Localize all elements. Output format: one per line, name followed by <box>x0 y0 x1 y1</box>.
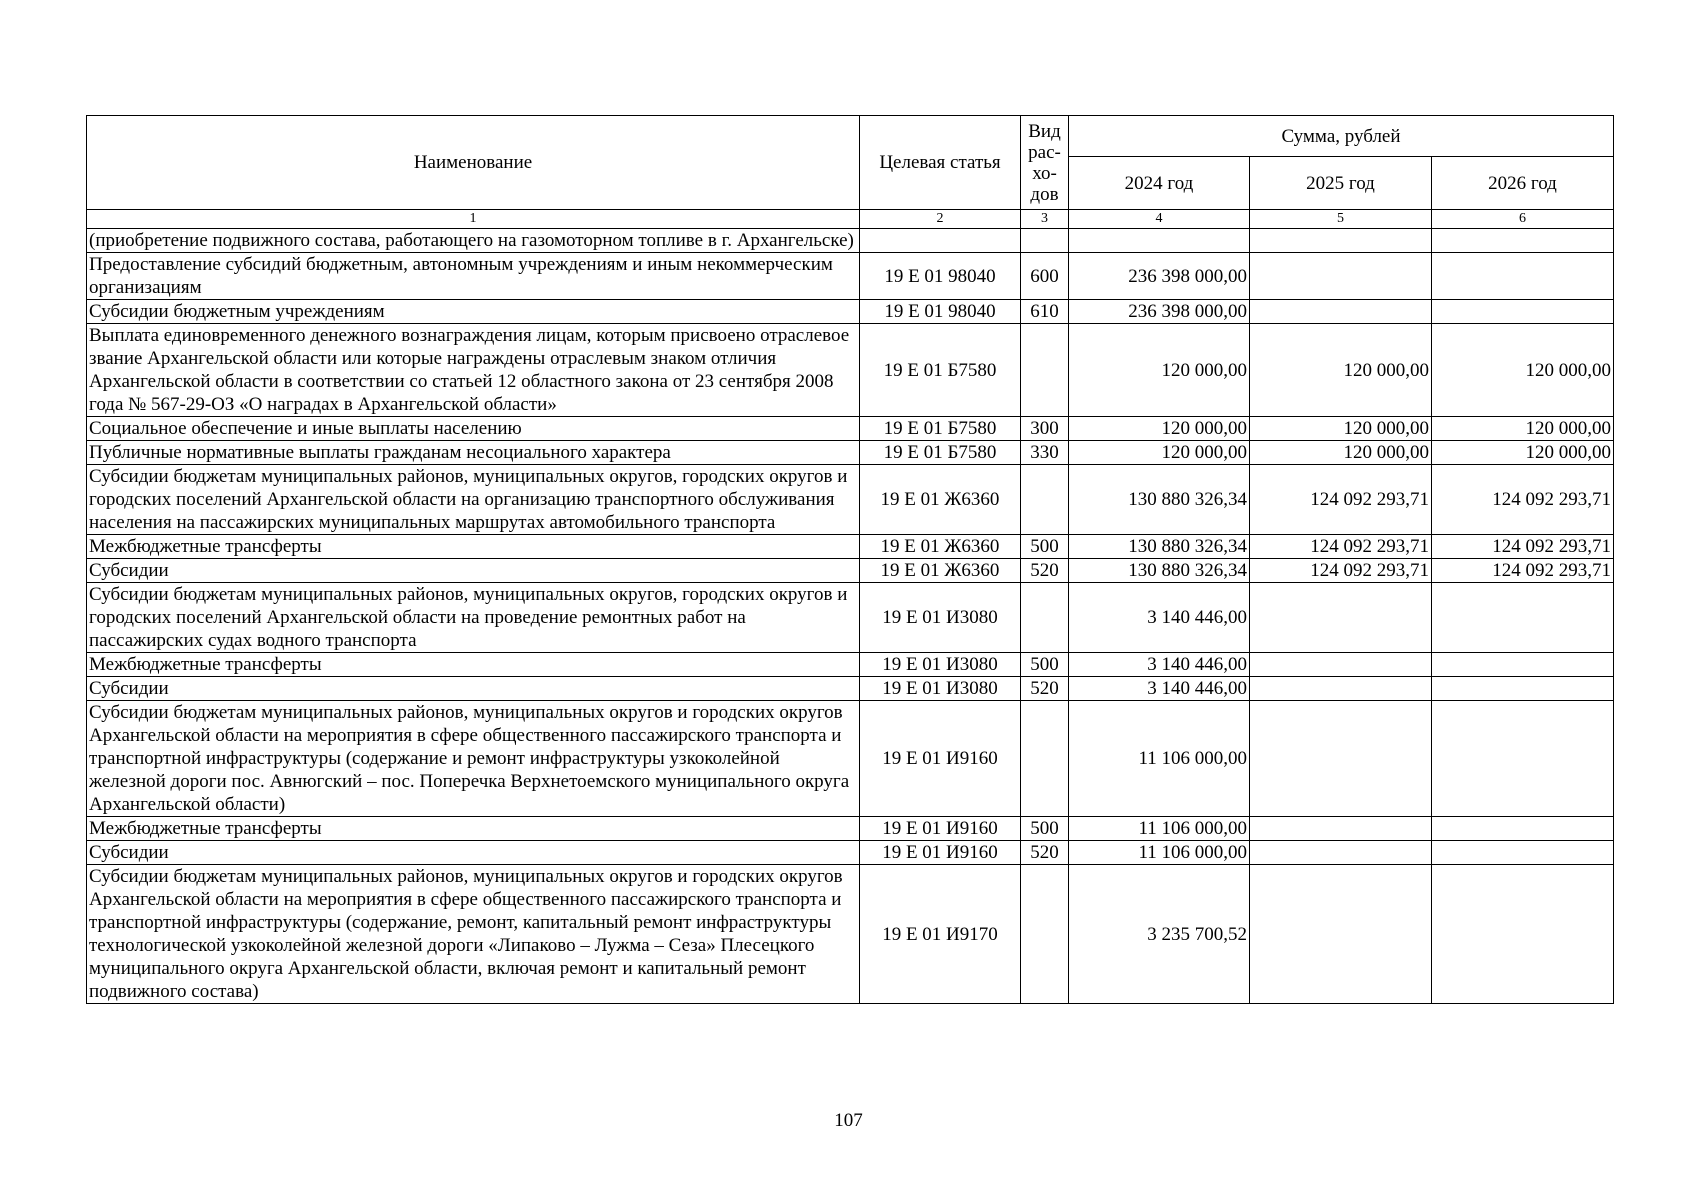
row-amount-2024: 236 398 000,00 <box>1069 300 1250 324</box>
row-amount-2024: 3 140 446,00 <box>1069 677 1250 701</box>
row-expense-kind: 500 <box>1021 535 1069 559</box>
header-target-article: Целевая статья <box>860 116 1021 210</box>
row-name: Субсидии бюджетам муниципальных районов, муниципальных округов, городских округов и городских поселений Архангельской области на проведение ремонтных работ на пассажирских судах водного транспорта <box>87 583 860 653</box>
header-year-2025: 2025 год <box>1250 157 1432 210</box>
column-number: 5 <box>1250 210 1432 229</box>
row-expense-kind: 520 <box>1021 559 1069 583</box>
budget-table <box>86 115 1614 1004</box>
table-row <box>87 441 1614 465</box>
row-amount-2024: 3 140 446,00 <box>1069 583 1250 653</box>
row-name: Субсидии <box>87 559 860 583</box>
header-name: Наименование <box>87 116 860 210</box>
header-year-2026: 2026 год <box>1432 157 1614 210</box>
row-amount-2025: 124 092 293,71 <box>1250 535 1432 559</box>
row-amount-2025 <box>1250 701 1432 817</box>
row-name: Субсидии <box>87 677 860 701</box>
table-row <box>87 841 1614 865</box>
row-amount-2026: 120 000,00 <box>1432 324 1614 417</box>
row-amount-2024: 3 235 700,52 <box>1069 865 1250 1004</box>
table-row <box>87 583 1614 653</box>
row-amount-2025: 120 000,00 <box>1250 324 1432 417</box>
column-number: 4 <box>1069 210 1250 229</box>
page-number: 107 <box>834 1110 863 1131</box>
row-name: Публичные нормативные выплаты гражданам несоциального характера <box>87 441 860 465</box>
row-amount-2026: 124 092 293,71 <box>1432 465 1614 535</box>
column-number: 3 <box>1021 210 1069 229</box>
table-row <box>87 559 1614 583</box>
table-row <box>87 465 1614 535</box>
row-amount-2024: 11 106 000,00 <box>1069 841 1250 865</box>
header-year-2024: 2024 год <box>1069 157 1250 210</box>
row-amount-2025 <box>1250 865 1432 1004</box>
row-amount-2024: 11 106 000,00 <box>1069 701 1250 817</box>
column-numbers-row <box>87 210 1614 229</box>
row-amount-2024: 130 880 326,34 <box>1069 559 1250 583</box>
row-amount-2025 <box>1250 253 1432 300</box>
row-amount-2025: 124 092 293,71 <box>1250 465 1432 535</box>
row-name: Субсидии <box>87 841 860 865</box>
row-amount-2026: 120 000,00 <box>1432 441 1614 465</box>
row-expense-kind: 330 <box>1021 441 1069 465</box>
table-row <box>87 653 1614 677</box>
row-expense-kind <box>1021 229 1069 253</box>
row-name: Субсидии бюджетам муниципальных районов, муниципальных округов и городских округов Архангельской области на мероприятия в сфере общественного пассажирского транспорта и транспортной инфраструктуры (содержание и ремонт инфраструктуры узкоколейной железной дороги пос. Авнюгский – пос. Поперечка Верхнетоемского муниципального округа Архангельской области) <box>87 701 860 817</box>
row-amount-2026: 124 092 293,71 <box>1432 535 1614 559</box>
row-amount-2025 <box>1250 229 1432 253</box>
row-name: Межбюджетные трансферты <box>87 653 860 677</box>
row-target-article: 19 Е 01 Ж6360 <box>860 559 1021 583</box>
row-expense-kind: 520 <box>1021 677 1069 701</box>
row-amount-2024: 130 880 326,34 <box>1069 535 1250 559</box>
row-amount-2024: 120 000,00 <box>1069 324 1250 417</box>
row-expense-kind <box>1021 465 1069 535</box>
row-amount-2026 <box>1432 653 1614 677</box>
row-amount-2024: 130 880 326,34 <box>1069 465 1250 535</box>
row-amount-2026 <box>1432 865 1614 1004</box>
row-expense-kind <box>1021 865 1069 1004</box>
row-name: Межбюджетные трансферты <box>87 535 860 559</box>
column-number: 2 <box>860 210 1021 229</box>
row-amount-2026 <box>1432 229 1614 253</box>
row-amount-2026 <box>1432 817 1614 841</box>
row-amount-2026 <box>1432 253 1614 300</box>
row-target-article: 19 Е 01 И9170 <box>860 865 1021 1004</box>
row-expense-kind: 610 <box>1021 300 1069 324</box>
row-expense-kind: 600 <box>1021 253 1069 300</box>
table-row <box>87 417 1614 441</box>
row-target-article: 19 Е 01 И9160 <box>860 841 1021 865</box>
row-target-article: 19 Е 01 И3080 <box>860 677 1021 701</box>
row-amount-2026 <box>1432 701 1614 817</box>
row-target-article: 19 Е 01 И3080 <box>860 653 1021 677</box>
row-amount-2025: 120 000,00 <box>1250 417 1432 441</box>
row-target-article: 19 Е 01 Б7580 <box>860 417 1021 441</box>
row-expense-kind <box>1021 583 1069 653</box>
row-amount-2025 <box>1250 300 1432 324</box>
row-amount-2026: 120 000,00 <box>1432 417 1614 441</box>
row-target-article: 19 Е 01 98040 <box>860 253 1021 300</box>
row-expense-kind: 300 <box>1021 417 1069 441</box>
header-row <box>87 116 1614 157</box>
row-amount-2024 <box>1069 229 1250 253</box>
row-amount-2026: 124 092 293,71 <box>1432 559 1614 583</box>
table-row <box>87 817 1614 841</box>
row-name: Выплата единовременного денежного вознаграждения лицам, которым присвоено отраслевое звание Архангельской области или которые награждены отраслевым знаком отличия Архангельской области в соответствии со статьей 12 областного закона от 23 сентября 2008 года № 567-29-ОЗ «О наградах в Архангельской области» <box>87 324 860 417</box>
row-amount-2024: 11 106 000,00 <box>1069 817 1250 841</box>
row-amount-2025 <box>1250 677 1432 701</box>
table-row <box>87 324 1614 417</box>
row-name: Предоставление субсидий бюджетным, автономным учреждениям и иным некоммерческим организациям <box>87 253 860 300</box>
row-target-article <box>860 229 1021 253</box>
row-amount-2025 <box>1250 817 1432 841</box>
row-name: Межбюджетные трансферты <box>87 817 860 841</box>
header-sum: Сумма, рублей <box>1069 116 1614 157</box>
header-expense-kind: Вид рас-хо-дов <box>1021 116 1069 210</box>
row-name: Субсидии бюджетам муниципальных районов, муниципальных округов, городских округов и городских поселений Архангельской области на организацию транспортного обслуживания населения на пассажирских муниципальных маршрутах автомобильного транспорта <box>87 465 860 535</box>
row-target-article: 19 Е 01 98040 <box>860 300 1021 324</box>
column-number: 6 <box>1432 210 1614 229</box>
row-amount-2025 <box>1250 583 1432 653</box>
table-row <box>87 300 1614 324</box>
row-target-article: 19 Е 01 И3080 <box>860 583 1021 653</box>
row-expense-kind: 500 <box>1021 653 1069 677</box>
table-row <box>87 535 1614 559</box>
row-amount-2024: 120 000,00 <box>1069 441 1250 465</box>
row-amount-2026 <box>1432 677 1614 701</box>
row-amount-2024: 120 000,00 <box>1069 417 1250 441</box>
row-amount-2026 <box>1432 300 1614 324</box>
table-row <box>87 253 1614 300</box>
row-target-article: 19 Е 01 Ж6360 <box>860 465 1021 535</box>
row-amount-2025 <box>1250 841 1432 865</box>
row-target-article: 19 Е 01 Б7580 <box>860 324 1021 417</box>
table-row <box>87 229 1614 253</box>
table-row <box>87 865 1614 1004</box>
row-amount-2026 <box>1432 583 1614 653</box>
row-expense-kind <box>1021 701 1069 817</box>
row-amount-2024: 236 398 000,00 <box>1069 253 1250 300</box>
row-amount-2024: 3 140 446,00 <box>1069 653 1250 677</box>
table-row <box>87 677 1614 701</box>
row-amount-2025: 120 000,00 <box>1250 441 1432 465</box>
row-expense-kind: 520 <box>1021 841 1069 865</box>
row-amount-2026 <box>1432 841 1614 865</box>
row-amount-2025: 124 092 293,71 <box>1250 559 1432 583</box>
table-row <box>87 701 1614 817</box>
row-expense-kind <box>1021 324 1069 417</box>
row-name: Субсидии бюджетным учреждениям <box>87 300 860 324</box>
column-number: 1 <box>87 210 860 229</box>
row-name: Социальное обеспечение и иные выплаты населению <box>87 417 860 441</box>
row-target-article: 19 Е 01 И9160 <box>860 817 1021 841</box>
row-name: (приобретение подвижного состава, работающего на газомоторном топливе в г. Архангельске) <box>87 229 860 253</box>
row-target-article: 19 Е 01 Б7580 <box>860 441 1021 465</box>
row-amount-2025 <box>1250 653 1432 677</box>
row-name: Субсидии бюджетам муниципальных районов, муниципальных округов и городских округов Архангельской области на мероприятия в сфере общественного пассажирского транспорта и транспортной инфраструктуры (содержание, ремонт, капитальный ремонт инфраструктуры технологической узкоколейной железной дороги «Липаково – Лужма – Сеза» Плесецкого муниципального округа Архангельской области, включая ремонт и капитальный ремонт подвижного состава) <box>87 865 860 1004</box>
row-target-article: 19 Е 01 И9160 <box>860 701 1021 817</box>
row-expense-kind: 500 <box>1021 817 1069 841</box>
row-target-article: 19 Е 01 Ж6360 <box>860 535 1021 559</box>
